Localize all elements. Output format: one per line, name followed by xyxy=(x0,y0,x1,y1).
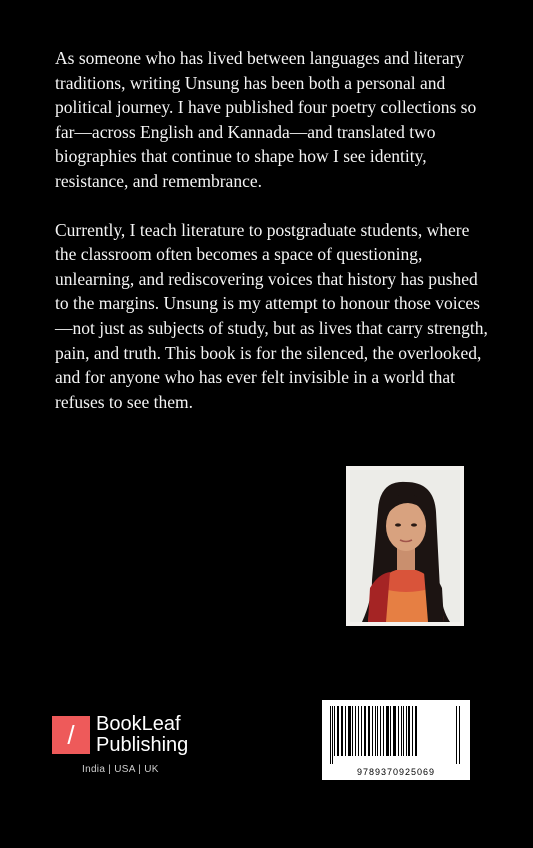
publisher-logo xyxy=(52,714,188,756)
barcode-bar xyxy=(390,706,391,756)
barcode-bar xyxy=(383,706,384,756)
barcode-bar xyxy=(456,706,457,764)
barcode-bar xyxy=(355,706,356,756)
barcode-bar xyxy=(380,706,381,756)
barcode-bar xyxy=(403,706,404,756)
barcode-bar xyxy=(408,706,410,756)
slash-logo-icon: / xyxy=(52,716,90,754)
publisher-name-line1: BookLeaf xyxy=(96,713,181,735)
barcode-bar xyxy=(401,706,402,756)
barcode-bar xyxy=(375,706,376,756)
barcode-bar xyxy=(345,706,346,756)
barcode-bar xyxy=(459,706,460,764)
publisher-name-line2: Publishing xyxy=(96,734,189,756)
barcode-bar xyxy=(393,706,396,756)
barcode-bar xyxy=(330,706,331,764)
publisher-regions: India | USA | UK xyxy=(82,764,159,775)
barcode-bar xyxy=(361,706,362,756)
barcode-bar xyxy=(358,706,359,756)
barcode-bar xyxy=(406,706,407,756)
author-bio xyxy=(55,46,495,438)
barcode-bar xyxy=(341,706,343,756)
barcode-bar xyxy=(377,706,378,756)
barcode-bar xyxy=(337,706,339,756)
isbn-barcode xyxy=(322,700,470,780)
barcode-bar xyxy=(332,706,333,764)
bio-paragraph-2: Currently, I teach literature to postgraduate students, where the classroom often becomes a space of questioning, unlearning, and rediscovering voices that history has pushed to the margins. Unsung is my attempt to honour those voices—not just as subjects of study, but as lives that carry strength, pain, and truth. This book is for the silenced, the overlooked, and for anyone who has ever felt invisible in a world that refuses to see them. xyxy=(55,219,488,412)
barcode-bar xyxy=(368,706,370,756)
barcode-bar xyxy=(415,706,417,756)
barcode-bar xyxy=(398,706,399,756)
bio-paragraph-1: As someone who has lived between languages and literary traditions, writing Unsung has been both a personal and political journey. I have published four poetry collections so far—across English and Kannada—and translated two biographies that continue to shape how I see identity, resistance, and remembrance. xyxy=(55,48,477,191)
publisher-name xyxy=(96,714,188,756)
isbn-number: 9789370925069 xyxy=(356,767,436,777)
barcode-bar xyxy=(386,706,389,756)
barcode-bar xyxy=(334,706,335,756)
barcode-bar xyxy=(352,706,353,756)
barcode-bars xyxy=(328,706,464,764)
barcode-bar xyxy=(412,706,413,756)
barcode-bar xyxy=(364,706,366,756)
barcode-bar xyxy=(372,706,373,756)
barcode-bar xyxy=(348,706,351,756)
author-photo xyxy=(346,466,464,626)
